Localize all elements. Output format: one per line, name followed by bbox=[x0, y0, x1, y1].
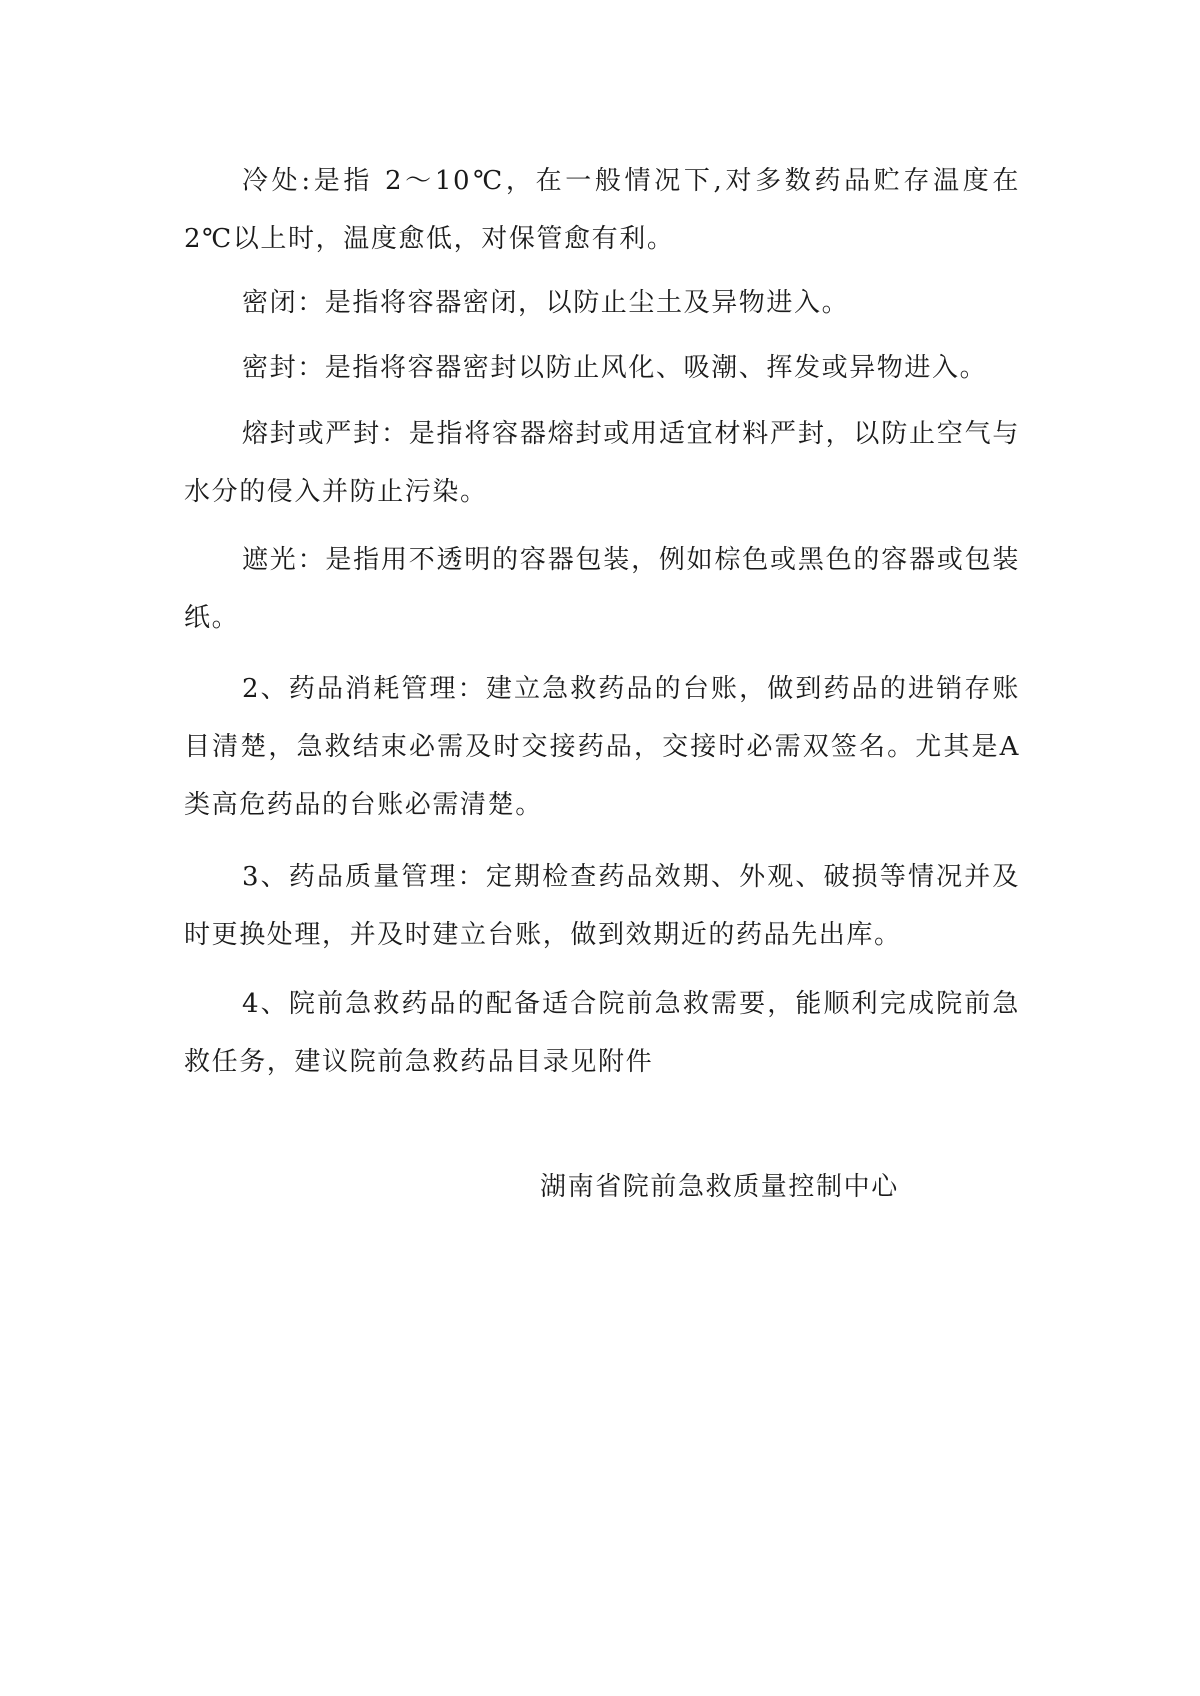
paragraph-closed: 密闭：是指将容器密闭，以防止尘土及异物进入。 bbox=[242, 288, 850, 318]
issuer-signature: 湖南省院前急救质量控制中心 bbox=[540, 1172, 899, 1202]
paragraph-prehospital-drugs: 4、院前急救药品的配备适合院前急救需要，能顺利完成院前急救任务，建议院前急救药品目录见附件 bbox=[184, 989, 1020, 1077]
paragraph-drug-consumption: 2、药品消耗管理：建立急救药品的台账，做到药品的进销存账目清楚，急救结束必需及时交接药品，交接时必需双签名。尤其是A类高危药品的台账必需清楚。 bbox=[184, 674, 1020, 820]
paragraph-fusion-sealed: 熔封或严封：是指将容器熔封或用适宜材料严封，以防止空气与水分的侵入并防止污染。 bbox=[184, 419, 1020, 507]
paragraph-drug-quality: 3、药品质量管理：定期检查药品效期、外观、破损等情况并及时更换处理，并及时建立台账，做到效期近的药品先出库。 bbox=[184, 862, 1020, 950]
paragraph-light-shielding: 遮光：是指用不透明的容器包装，例如棕色或黑色的容器或包装纸。 bbox=[184, 545, 1020, 633]
paragraph-sealed: 密封：是指将容器密封以防止风化、吸潮、挥发或异物进入。 bbox=[242, 353, 988, 383]
paragraph-cold-storage: 冷处:是指 2～10℃，在一般情况下,对多数药品贮存温度在 2℃以上时，温度愈低，对保管愈有利。 bbox=[184, 166, 1020, 254]
